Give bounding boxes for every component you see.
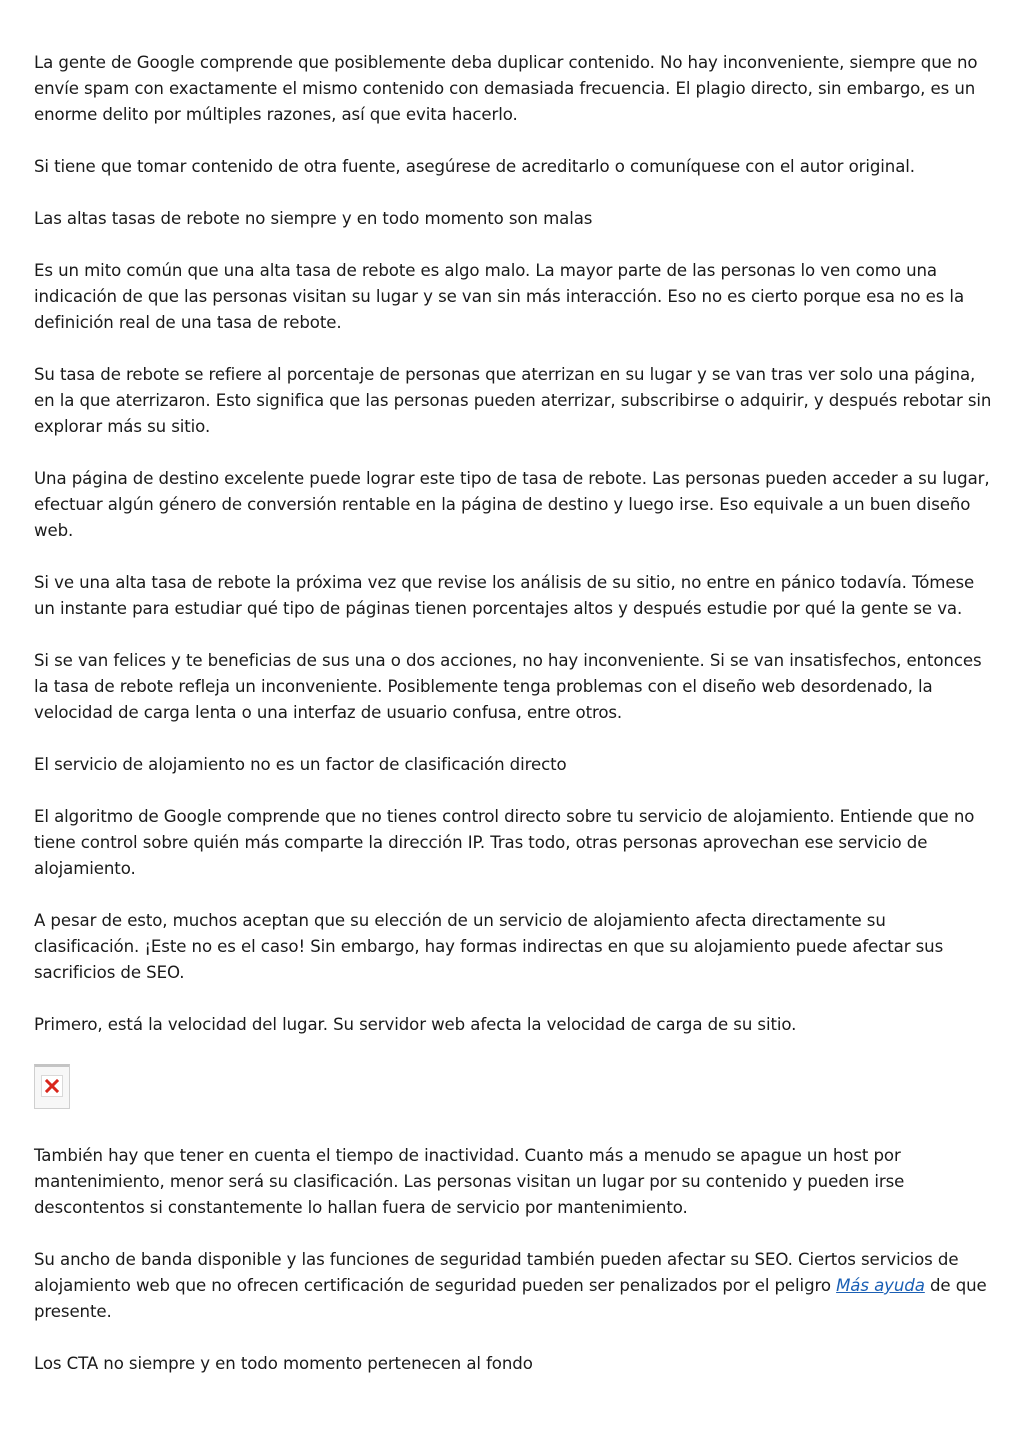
paragraph-google-algorithm: El algoritmo de Google comprende que no tienes control directo sobre tu servicio de alojamiento. Entiende que no tiene control sobre quién más comparte la dirección IP. Tras todo, otras personas aprovechan ese servicio de alojamiento.	[34, 807, 975, 878]
paragraph-happy-users: Si se van felices y te beneficias de sus una o dos acciones, no hay inconveniente. Si se van insatisfechos, entonces la tasa de rebote refleja un inconveniente. Posiblemente tenga problemas con el diseño web desordenado, la velocidad de carga lenta o una interfaz de usuario confusa, entre otros.	[34, 651, 982, 722]
bandwidth-text-before: Su ancho de banda disponible y las funciones de seguridad también pueden afectar su SEO. Ciertos servicios de alojamiento web que no ofrecen certificación de seguridad pueden ser penalizados por el peligro	[34, 1250, 959, 1295]
mas-ayuda-link[interactable]: Más ayuda	[836, 1276, 925, 1295]
paragraph-bounce-definition: Su tasa de rebote se refiere al porcentaje de personas que aterrizan en su lugar y se van tras ver solo una página, en la que aterrizaron. Esto significa que las personas pueden aterrizar, subscribirse o adquirir, y después rebotar sin explorar más su sitio.	[34, 365, 992, 436]
red-x-icon	[45, 1079, 59, 1093]
paragraph-bandwidth-security	[34, 1247, 994, 1325]
paragraph-duplicate-content: La gente de Google comprende que posiblemente deba duplicar contenido. No hay inconveniente, siempre que no envíe spam con exactamente el mismo contenido con demasiada frecuencia. El plagio directo, sin embargo, es un enorme delito por múltiples razones, así que evita hacerlo.	[34, 53, 978, 124]
broken-image-icon	[34, 1064, 70, 1109]
paragraph-bounce-myth: Es un mito común que una alta tasa de rebote es algo malo. La mayor parte de las personas lo ven como una indicación de que las personas visitan su lugar y se van sin más interacción. Eso no es cierto porque esa no es la definición real de una tasa de rebote.	[34, 261, 965, 332]
bandwidth-text-after: de que presente.	[34, 1276, 987, 1321]
paragraph-hosting-choice: A pesar de esto, muchos aceptan que su elección de un servicio de alojamiento afecta directamente su clasificación. ¡Este no es el caso! Sin embargo, hay formas indirectas en que su alojamiento puede afectar sus sacrificios de SEO.	[34, 911, 944, 982]
paragraph-analytics: Si ve una alta tasa de rebote la próxima vez que revise los análisis de su sitio, no entre en pánico todavía. Tómese un instante para estudiar qué tipo de páginas tienen porcentajes altos y después estudie por qué la gente se va.	[34, 573, 975, 618]
heading-hosting: El servicio de alojamiento no es un factor de clasificación directo	[34, 755, 567, 774]
paragraph-credit-source: Si tiene que tomar contenido de otra fuente, asegúrese de acreditarlo o comuníquese con el autor original.	[34, 157, 915, 176]
broken-image-frame	[41, 1075, 63, 1097]
paragraph-landing-page: Una página de destino excelente puede lograr este tipo de tasa de rebote. Las personas pueden acceder a su lugar, efectuar algún género de conversión rentable en la página de destino y luego irse. Eso equivale a un buen diseño web.	[34, 469, 990, 540]
document-page	[34, 50, 994, 1403]
paragraph-downtime: También hay que tener en cuenta el tiempo de inactividad. Cuanto más a menudo se apague un host por mantenimiento, menor será su clasificación. Las personas visitan un lugar por su contenido y pueden irse descontentos si constantemente lo hallan fuera de servicio por mantenimiento.	[34, 1146, 905, 1217]
heading-cta: Los CTA no siempre y en todo momento pertenecen al fondo	[34, 1354, 533, 1373]
heading-bounce-rate: Las altas tasas de rebote no siempre y en todo momento son malas	[34, 209, 593, 228]
paragraph-site-speed: Primero, está la velocidad del lugar. Su servidor web afecta la velocidad de carga de su sitio.	[34, 1015, 797, 1034]
